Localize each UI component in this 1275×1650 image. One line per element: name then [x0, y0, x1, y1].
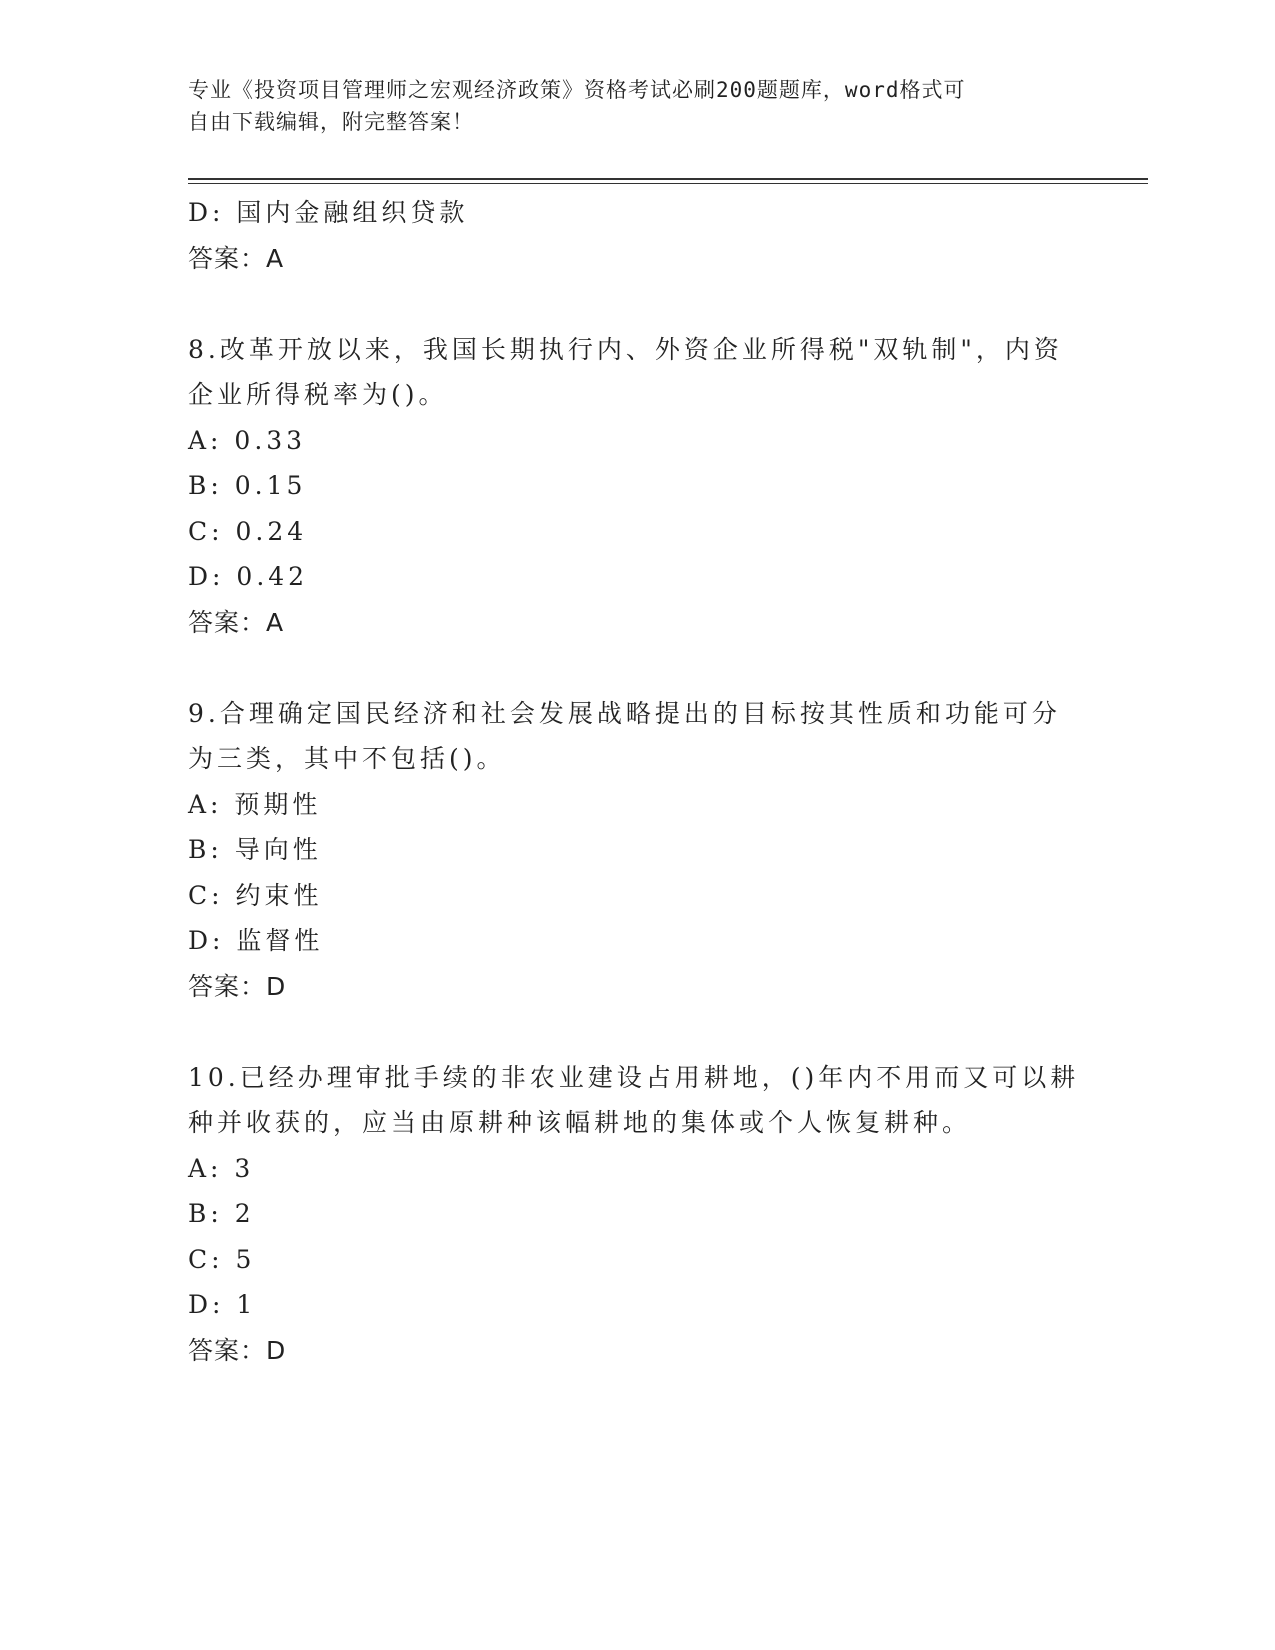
option-a: A: 预期性 [188, 789, 322, 819]
question-stem-line-1: 9.合理确定国民经济和社会发展战略提出的目标按其性质和功能可分 [188, 698, 1061, 728]
answer-line: 答案：D [188, 1335, 287, 1365]
document-body [188, 190, 1088, 1373]
header-divider-thin [188, 183, 1148, 184]
answer-line: 答案：D [188, 971, 287, 1001]
answer-line: 答案：A [188, 243, 285, 273]
question-10 [188, 1055, 1088, 1374]
question-stem-line-2: 为三类，其中不包括()。 [188, 744, 506, 773]
question-stem-line-1: 10.已经办理审批手续的非农业建设占用耕地，()年内不用而又可以耕 [188, 1062, 1080, 1092]
spacer [188, 645, 1088, 691]
question-stem-line-2: 企业所得税率为()。 [188, 380, 448, 409]
document-header [188, 74, 1068, 138]
question-stem-line-2: 种并收获的，应当由原耕种该幅耕地的集体或个人恢复耕种。 [188, 1108, 972, 1137]
option-d: D: 国内金融组织贷款 [188, 198, 469, 227]
option-d: D: 0.42 [188, 562, 309, 591]
option-b: B: 0.15 [188, 471, 307, 500]
option-c: C: 0.24 [188, 516, 308, 546]
spacer [188, 1009, 1088, 1055]
header-divider-thick [188, 178, 1148, 180]
option-c: C: 约束性 [188, 880, 323, 910]
option-a: A: 3 [188, 1153, 255, 1183]
option-b: B: 导向性 [188, 835, 322, 864]
option-a: A: 0.33 [188, 425, 307, 455]
option-c: C: 5 [188, 1244, 256, 1274]
header-line-1: 专业《投资项目管理师之宏观经济政策》资格考试必刷200题题库，word格式可 [188, 78, 966, 102]
spacer [188, 281, 1088, 327]
option-b: B: 2 [188, 1199, 255, 1228]
option-d: D: 监督性 [188, 926, 324, 955]
question-8 [188, 327, 1088, 646]
question-stem-line-1: 8.改革开放以来，我国长期执行内、外资企业所得税"双轨制"，内资 [188, 334, 1063, 364]
option-d: D: 1 [188, 1290, 257, 1319]
answer-line: 答案：A [188, 607, 285, 637]
header-line-2: 自由下载编辑，附完整答案！ [188, 110, 474, 134]
question-7-tail [188, 190, 1088, 281]
question-9 [188, 691, 1088, 1010]
